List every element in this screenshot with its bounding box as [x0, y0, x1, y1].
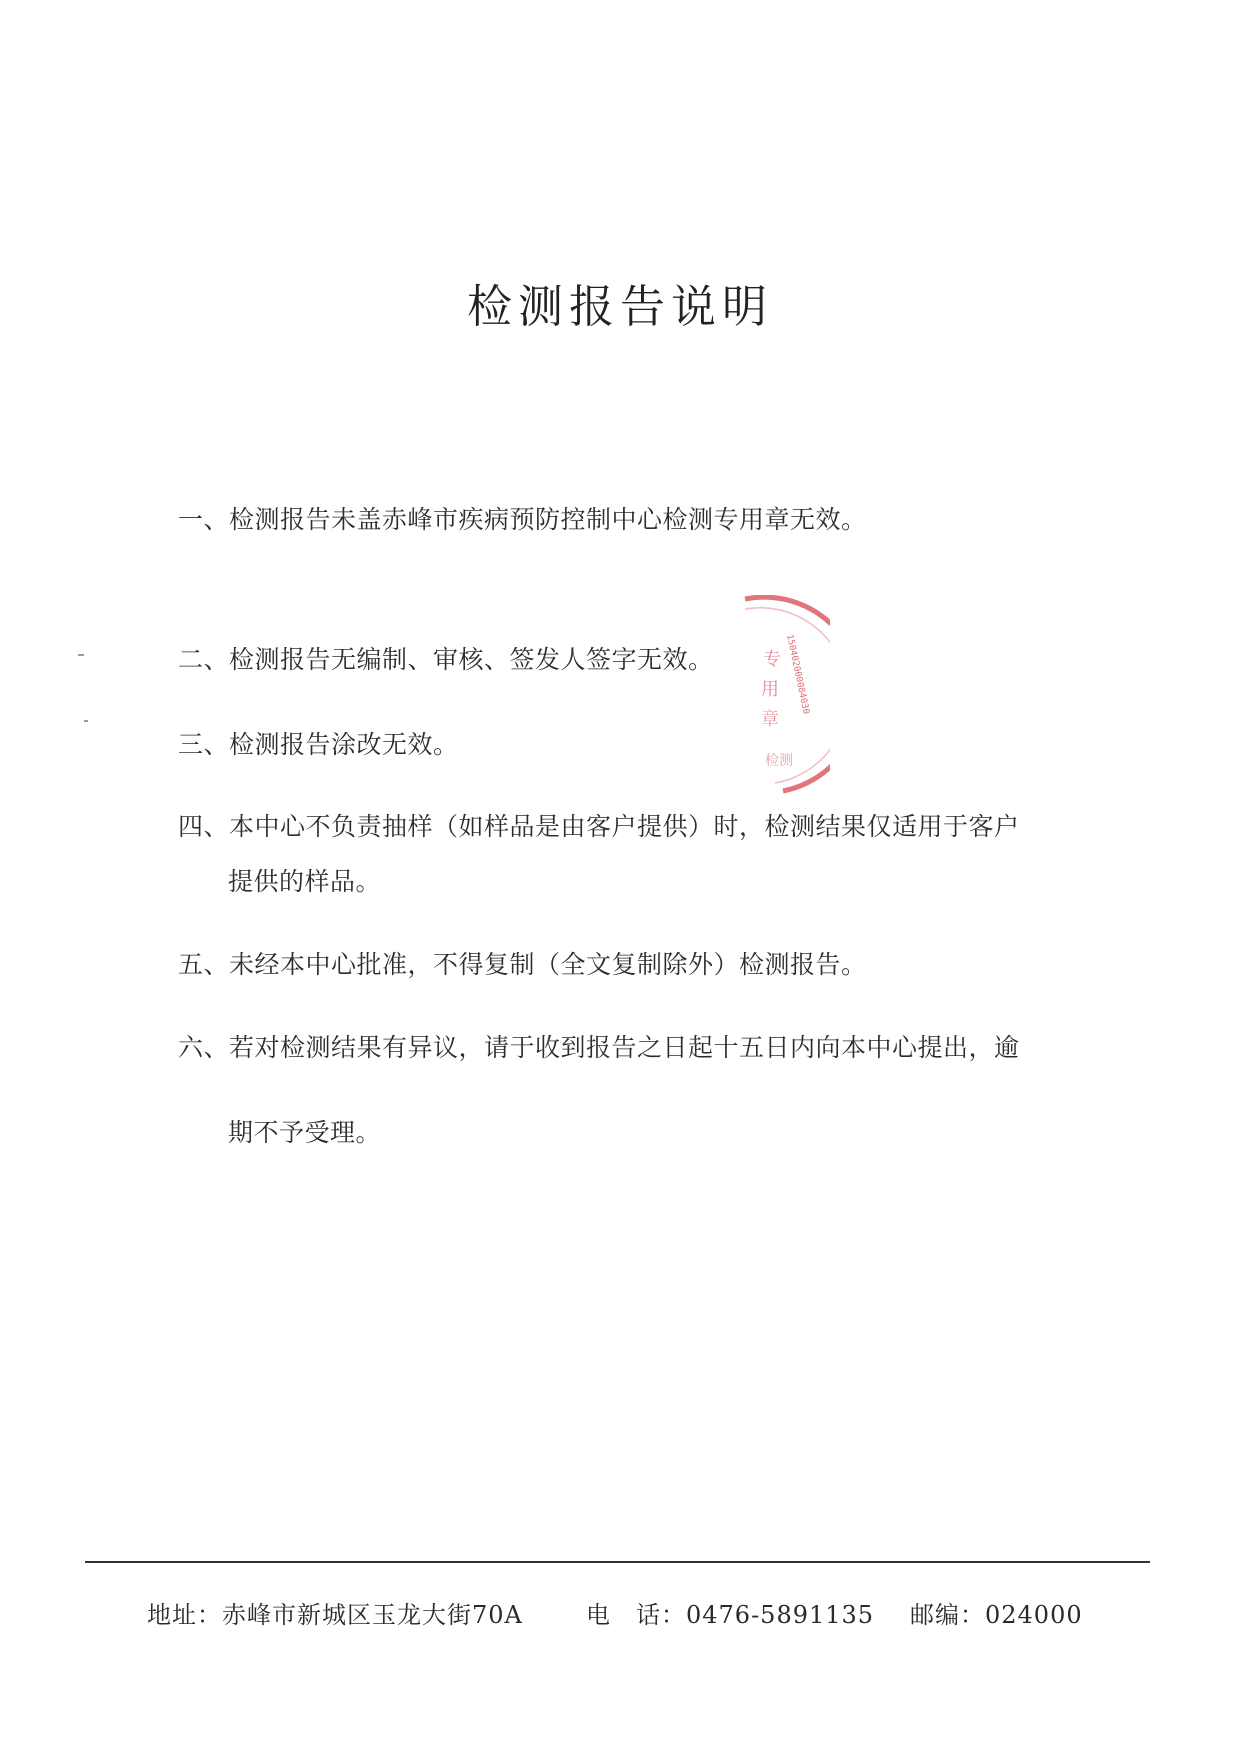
svg-text:150402000084030: 150402000084030: [784, 633, 811, 716]
scan-speck: [84, 720, 88, 722]
notice-item-2: 二、检测报告无编制、审核、签发人签字无效。: [178, 645, 714, 674]
notice-item-4-continued: 提供的样品。: [228, 867, 382, 896]
page-title: 检测报告说明: [466, 280, 773, 333]
notice-item-6-continued: 期不予受理。: [228, 1118, 382, 1147]
notice-item-6: 六、若对检测结果有异议，请于收到报告之日起十五日内向本中心提出，逾: [178, 1033, 1020, 1062]
notice-item-3: 三、检测报告涂改无效。: [178, 730, 459, 759]
footer-phone: 电 话：0476-5891135: [586, 1601, 875, 1629]
svg-text:章: 章: [761, 709, 779, 730]
footer-divider: [85, 1561, 1150, 1563]
scan-speck: [78, 654, 84, 656]
svg-text:专: 专: [763, 649, 781, 670]
inspection-seal-stamp: [735, 595, 830, 795]
footer-address: 地址：赤峰市新城区玉龙大街70A: [147, 1601, 523, 1629]
notice-item-1: 一、检测报告未盖赤峰市疾病预防控制中心检测专用章无效。: [178, 505, 867, 534]
notice-item-5: 五、未经本中心批准，不得复制（全文复制除外）检测报告。: [178, 950, 867, 979]
footer-postcode: 邮编：024000: [910, 1601, 1083, 1629]
svg-text:检测: 检测: [765, 753, 793, 769]
notice-item-4: 四、本中心不负责抽样（如样品是由客户提供）时，检测结果仅适用于客户: [178, 812, 1020, 841]
svg-text:用: 用: [761, 679, 779, 700]
